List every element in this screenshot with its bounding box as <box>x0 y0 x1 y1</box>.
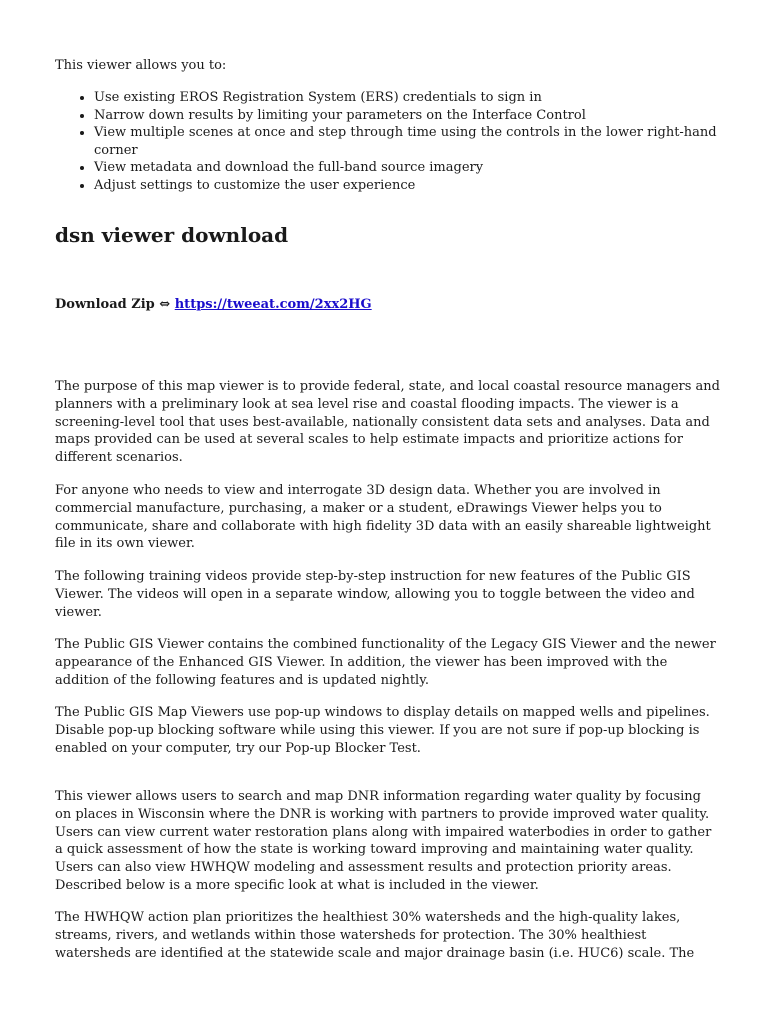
double-arrow-icon: ⇔ <box>159 297 171 312</box>
feature-list <box>55 89 719 195</box>
download-link[interactable]: https://tweeat.com/2xx2HG <box>174 297 372 312</box>
list-item: • View metadata and download the full-band source imagery <box>94 159 719 177</box>
paragraph-dnr-water-quality: This viewer allows users to search and map DNR information regarding water quality by focusing on places in Wisconsin where the DNR is working with partners to provide improved water quality. Users can view current water restoration plans along with impaired waterbodies in order to gather a quick assessment of how the state is working toward improving and maintaining water quality. Users can also view HWHQW modeling and assessment results and protection priority areas. Described below is a more specific look at what is included in the viewer. <box>55 789 712 893</box>
page-title: dsn viewer download <box>55 223 289 247</box>
paragraph-public-gis-viewer: The Public GIS Viewer contains the combined functionality of the Legacy GIS Viewer and the newer appearance of the Enhanced GIS Viewer. In addition, the viewer has been improved with the addition of the following features and is updated nightly. <box>55 637 716 688</box>
paragraph-hwhqw-action-plan: The HWHQW action plan prioritizes the healthiest 30% watersheds and the high-quality lakes, streams, rivers, and wetlands within those watersheds for protection. The 30% healthiest watersheds are identified at the statewide scale and major drainage basin (i.e. HUC6) scale. The <box>55 910 695 961</box>
paragraph-sea-level: The purpose of this map viewer is to provide federal, state, and local coastal resource managers and planners with a preliminary look at sea level rise and coastal flooding impacts. The viewer is a screening-level tool that uses best-available, nationally consistent data sets and analyses. Data and maps provided can be used at several scales to help estimate impacts and prioritize actions for different scenarios. <box>55 379 720 466</box>
list-item: • View multiple scenes at once and step through time using the controls in the lower right-hand corner <box>94 124 719 159</box>
download-line <box>55 296 372 314</box>
list-item: • Adjust settings to customize the user experience <box>94 177 719 195</box>
list-item: • Narrow down results by limiting your parameters on the Interface Control <box>94 107 719 125</box>
paragraph-training-videos: The following training videos provide step-by-step instruction for new features of the Public GIS Viewer. The videos will open in a separate window, allowing you to toggle between the video and viewer. <box>55 569 695 620</box>
intro-text: This viewer allows you to: <box>55 58 227 73</box>
list-item: • Use existing EROS Registration System (ERS) credentials to sign in <box>94 89 719 107</box>
download-label: Download Zip <box>55 297 155 312</box>
paragraph-edrawings: For anyone who needs to view and interrogate 3D design data. Whether you are involved in commercial manufacture, purchasing, a maker or a student, eDrawings Viewer helps you to communicate, share and collaborate with high fidelity 3D data with an easily shareable lightweight file in its own viewer. <box>55 483 711 552</box>
paragraph-popup-windows: The Public GIS Map Viewers use pop-up windows to display details on mapped wells and pipelines. Disable pop-up blocking software while using this viewer. If you are not sure if pop-up blocking is enabled on your computer, try our Pop-up Blocker Test. <box>55 705 710 756</box>
